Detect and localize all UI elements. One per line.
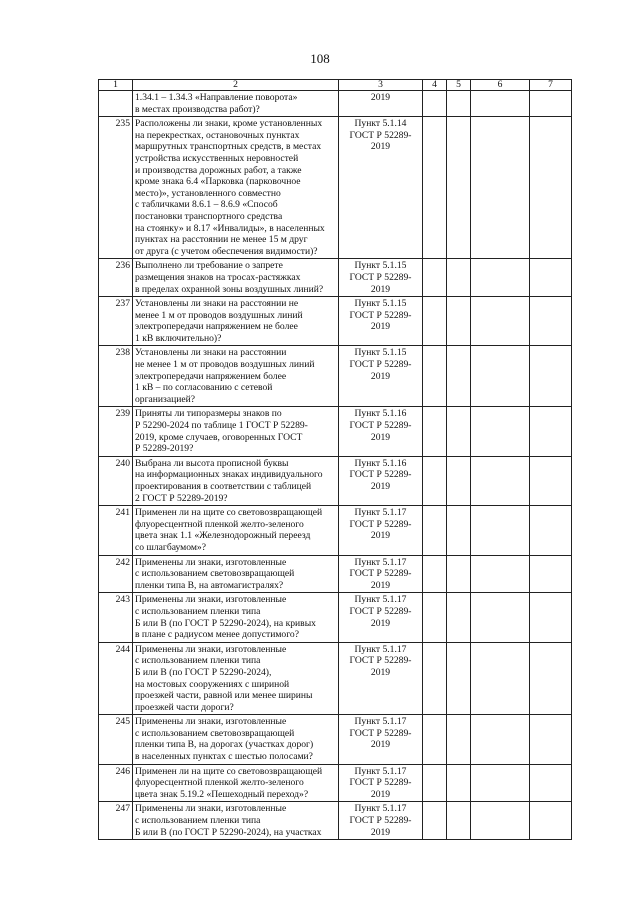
text-line: устройства искусственных неровностей <box>135 152 299 164</box>
reference-cell <box>339 456 423 505</box>
row-number: 236 <box>99 259 133 297</box>
reference-cell <box>339 506 423 555</box>
text-line: организацией? <box>135 393 196 405</box>
text-line: с табличками 8.6.1 – 8.6.9 «Способ <box>135 199 278 211</box>
reference-cell <box>339 91 423 117</box>
empty-cell-col-5 <box>447 259 471 297</box>
empty-cell-col-4 <box>423 802 447 840</box>
reference-cell <box>339 117 423 259</box>
row-number: 246 <box>99 764 133 802</box>
reference-line: Пункт 5.1.16 <box>354 457 407 469</box>
text-line: в населенных пунктах с шестью полосами? <box>135 751 313 763</box>
reference-line: 2019 <box>370 283 391 295</box>
empty-cell-col-5 <box>447 802 471 840</box>
text-line: 1 кВ – по согласованию с сетевой <box>135 382 273 394</box>
empty-cell-col-7 <box>530 91 572 117</box>
reference-line: ГОСТ Р 52289- <box>349 815 412 827</box>
row-number: 240 <box>99 456 133 505</box>
empty-cell-col-7 <box>530 555 572 593</box>
empty-cell-col-6 <box>471 346 530 407</box>
col-header: 4 <box>423 80 447 91</box>
text-line: на стоянку» и 8.17 «Инвалиды», в населенных <box>135 222 325 234</box>
reference-line: Пункт 5.1.16 <box>354 408 407 420</box>
col-header: 7 <box>530 80 572 91</box>
text-line: проезжей части дороги? <box>135 701 234 713</box>
empty-cell-col-7 <box>530 715 572 764</box>
empty-cell-col-4 <box>423 642 447 715</box>
requirement-text <box>133 642 339 715</box>
col-header: 3 <box>339 80 423 91</box>
row-number: 243 <box>99 593 133 642</box>
text-line: маршрутных транспортных средств, в местах <box>135 141 322 153</box>
text-line: менее 1 м от проводов воздушных линий <box>135 309 303 321</box>
table-row <box>99 346 572 407</box>
empty-cell-col-5 <box>447 715 471 764</box>
requirement-text <box>133 506 339 555</box>
reference-line: Пункт 5.1.17 <box>354 716 407 728</box>
text-line: Применены ли знаки, изготовленные <box>135 556 287 568</box>
empty-cell-col-5 <box>447 297 471 346</box>
text-line: Применены ли знаки, изготовленные <box>135 643 287 655</box>
text-line: пунктах на расстоянии не менее 15 м друг <box>135 234 308 246</box>
requirement-text <box>133 117 339 259</box>
requirement-text <box>133 297 339 346</box>
reference-cell <box>339 259 423 297</box>
row-number: 239 <box>99 407 133 456</box>
reference-line: 2019 <box>370 141 391 153</box>
empty-cell-col-5 <box>447 407 471 456</box>
text-line: от друга (с учетом обеспечения видимости)? <box>135 245 318 257</box>
empty-cell-col-6 <box>471 593 530 642</box>
requirement-text <box>133 91 339 117</box>
empty-cell-col-4 <box>423 593 447 642</box>
reference-line: ГОСТ Р 52289- <box>349 777 412 789</box>
text-line: Применен ли на щите со световозвращающей <box>135 765 323 777</box>
text-line: проезжей части, равной или менее ширины <box>135 690 313 702</box>
empty-cell-col-6 <box>471 642 530 715</box>
reference-line: Пункт 5.1.15 <box>354 298 407 310</box>
text-line: Приняты ли типоразмеры знаков по <box>135 408 282 420</box>
empty-cell-col-7 <box>530 802 572 840</box>
text-line: кроме знака 6.4 «Парковка (парковочное <box>135 176 301 188</box>
row-number <box>99 91 133 117</box>
text-line: Расположены ли знаки, кроме установленных <box>135 118 323 130</box>
requirement-text <box>133 456 339 505</box>
reference-line: ГОСТ Р 52289- <box>349 271 412 283</box>
requirement-text <box>133 715 339 764</box>
reference-line: 2019 <box>370 579 391 591</box>
text-line: электропередачи напряжением более <box>135 370 287 382</box>
reference-line: Пункт 5.1.14 <box>354 118 407 130</box>
empty-cell-col-5 <box>447 506 471 555</box>
reference-cell <box>339 715 423 764</box>
table-row <box>99 91 572 117</box>
text-line: Применен ли на щите со световозвращающей <box>135 507 323 519</box>
table-row <box>99 802 572 840</box>
empty-cell-col-6 <box>471 407 530 456</box>
text-line: со шлагбаумом»? <box>135 541 206 553</box>
reference-line: 2019 <box>370 321 391 333</box>
text-line: Р 52289-2019? <box>135 443 194 455</box>
reference-line: Пункт 5.1.17 <box>354 643 407 655</box>
reference-line: Пункт 5.1.15 <box>354 260 407 272</box>
text-line: 2019, кроме случаев, оговоренных ГОСТ <box>135 431 303 443</box>
empty-cell-col-6 <box>471 555 530 593</box>
row-number: 247 <box>99 802 133 840</box>
row-number: 241 <box>99 506 133 555</box>
text-line: на мостовых сооружениях с шириной <box>135 678 290 690</box>
reference-line: 2019 <box>370 92 391 103</box>
empty-cell-col-5 <box>447 593 471 642</box>
empty-cell-col-6 <box>471 456 530 505</box>
reference-line: Пункт 5.1.17 <box>354 594 407 606</box>
header-row <box>99 80 572 91</box>
reference-line: ГОСТ Р 52289- <box>349 655 412 667</box>
requirement-text <box>133 259 339 297</box>
row-number: 244 <box>99 642 133 715</box>
row-number: 242 <box>99 555 133 593</box>
text-line: Применены ли знаки, изготовленные <box>135 716 287 728</box>
empty-cell-col-4 <box>423 456 447 505</box>
reference-line: 2019 <box>370 739 391 751</box>
text-line: с использованием пленки типа <box>135 605 261 617</box>
text-line: Б или В (по ГОСТ Р 52290-2024), <box>135 666 272 678</box>
text-line: 1 кВ включительно)? <box>135 332 222 344</box>
table-row <box>99 407 572 456</box>
reference-line: 2019 <box>370 370 391 382</box>
reference-line: ГОСТ Р 52289- <box>349 518 412 530</box>
requirement-text <box>133 407 339 456</box>
text-line: цвета знак 1.1 «Железнодорожный переезд <box>135 530 311 542</box>
text-line: на информационных знаках индивидуального <box>135 469 323 481</box>
row-number: 237 <box>99 297 133 346</box>
requirement-text <box>133 555 339 593</box>
empty-cell-col-4 <box>423 346 447 407</box>
text-line: Установлены ли знаки на расстоянии не <box>135 298 299 310</box>
reference-line: 2019 <box>370 530 391 542</box>
table-row <box>99 764 572 802</box>
table-row <box>99 259 572 297</box>
empty-cell-col-5 <box>447 91 471 117</box>
text-line: Выполнено ли требование о запрете <box>135 260 283 272</box>
empty-cell-col-7 <box>530 407 572 456</box>
reference-cell <box>339 764 423 802</box>
empty-cell-col-5 <box>447 346 471 407</box>
text-line: Выбрана ли высота прописной буквы <box>135 457 289 469</box>
text-line: не менее 1 м от проводов воздушных линий <box>135 359 315 371</box>
empty-cell-col-4 <box>423 297 447 346</box>
text-line: с использованием пленки типа <box>135 655 261 667</box>
reference-cell <box>339 555 423 593</box>
empty-cell-col-4 <box>423 764 447 802</box>
empty-cell-col-6 <box>471 802 530 840</box>
text-line: пленки типа В, на автомагистралях? <box>135 579 284 591</box>
reference-cell <box>339 346 423 407</box>
empty-cell-col-6 <box>471 297 530 346</box>
page-number: 108 <box>310 51 330 66</box>
col-header: 2 <box>133 80 339 91</box>
text-line: Установлены ли знаки на расстоянии <box>135 347 287 359</box>
empty-cell-col-7 <box>530 506 572 555</box>
text-line: с использованием световозвращающей <box>135 568 295 580</box>
reference-line: 2019 <box>370 617 391 629</box>
text-line: постановки транспортного средства <box>135 210 283 222</box>
table-row <box>99 715 572 764</box>
empty-cell-col-4 <box>423 259 447 297</box>
reference-line: Пункт 5.1.17 <box>354 556 407 568</box>
text-line: место)», установленного совместно <box>135 187 281 199</box>
empty-cell-col-7 <box>530 259 572 297</box>
text-line: 1.34.1 – 1.34.3 «Направление поворота» <box>135 92 298 103</box>
reference-cell <box>339 642 423 715</box>
text-line: Применены ли знаки, изготовленные <box>135 803 287 815</box>
empty-cell-col-6 <box>471 764 530 802</box>
text-line: проектирования в соответствии с таблицей <box>135 481 312 492</box>
text-line: с использованием световозвращающей <box>135 727 295 739</box>
empty-cell-col-7 <box>530 456 572 505</box>
reference-line: 2019 <box>370 666 391 678</box>
row-number: 245 <box>99 715 133 764</box>
table-row <box>99 555 572 593</box>
table-row <box>99 117 572 259</box>
text-line: Р 52290-2024 по таблице 1 ГОСТ Р 52289- <box>135 420 308 432</box>
text-line: флуоресцентной пленкой желто-зеленого <box>135 777 304 789</box>
col-header: 1 <box>99 80 133 91</box>
text-line: электропередачи напряжением не более <box>135 321 298 333</box>
reference-line: 2019 <box>370 431 391 443</box>
reference-line: ГОСТ Р 52289- <box>349 568 412 580</box>
empty-cell-col-6 <box>471 506 530 555</box>
empty-cell-col-6 <box>471 259 530 297</box>
table-row <box>99 456 572 505</box>
reference-cell <box>339 593 423 642</box>
col-header: 6 <box>471 80 530 91</box>
row-number: 235 <box>99 117 133 259</box>
col-header: 5 <box>447 80 471 91</box>
reference-cell <box>339 407 423 456</box>
empty-cell-col-7 <box>530 117 572 259</box>
reference-cell <box>339 297 423 346</box>
reference-line: ГОСТ Р 52289- <box>349 469 412 481</box>
text-line: с использованием пленки типа <box>135 815 261 827</box>
reference-line: 2019 <box>370 788 391 800</box>
empty-cell-col-7 <box>530 642 572 715</box>
empty-cell-col-4 <box>423 555 447 593</box>
text-line: цвета знак 5.19.2 «Пешеходный переход»? <box>135 788 309 800</box>
empty-cell-col-5 <box>447 642 471 715</box>
table-row <box>99 593 572 642</box>
reference-line: ГОСТ Р 52289- <box>349 129 412 141</box>
requirement-text <box>133 764 339 802</box>
reference-line: Пункт 5.1.17 <box>354 507 407 519</box>
empty-cell-col-6 <box>471 715 530 764</box>
empty-cell-col-4 <box>423 91 447 117</box>
empty-cell-col-4 <box>423 117 447 259</box>
checklist-table <box>98 79 572 840</box>
text-line: размещения знаков на тросах-растяжках <box>135 271 301 283</box>
empty-cell-col-6 <box>471 117 530 259</box>
text-line: и производства дорожных работ, а также <box>135 164 302 176</box>
empty-cell-col-4 <box>423 506 447 555</box>
reference-line: 2019 <box>370 826 391 838</box>
empty-cell-col-7 <box>530 764 572 802</box>
empty-cell-col-7 <box>530 593 572 642</box>
text-line: 2 ГОСТ Р 52289-2019? <box>135 492 228 504</box>
requirement-text <box>133 346 339 407</box>
reference-line: 2019 <box>370 481 391 492</box>
reference-line: ГОСТ Р 52289- <box>349 727 412 739</box>
table-row <box>99 506 572 555</box>
text-line: Б или В (по ГОСТ Р 52290-2024), на участках <box>135 826 322 838</box>
reference-line: ГОСТ Р 52289- <box>349 420 412 432</box>
empty-cell-col-4 <box>423 715 447 764</box>
text-line: на перекрестках, остановочных пунктах <box>135 129 300 141</box>
text-line: в пределах охранной зоны воздушных линий? <box>135 283 324 295</box>
text-line: Б или В (по ГОСТ Р 52290-2024), на кривых <box>135 617 316 629</box>
text-line: в местах производства работ)? <box>135 103 260 115</box>
empty-cell-col-5 <box>447 456 471 505</box>
reference-cell <box>339 802 423 840</box>
reference-line: Пункт 5.1.17 <box>354 765 407 777</box>
empty-cell-col-5 <box>447 764 471 802</box>
text-line: пленки типа В, на дорогах (участках дорог) <box>135 739 314 751</box>
requirement-text <box>133 593 339 642</box>
reference-line: Пункт 5.1.17 <box>354 803 407 815</box>
reference-line: ГОСТ Р 52289- <box>349 309 412 321</box>
empty-cell-col-5 <box>447 555 471 593</box>
empty-cell-col-5 <box>447 117 471 259</box>
row-number: 238 <box>99 346 133 407</box>
text-line: Применены ли знаки, изготовленные <box>135 594 287 606</box>
table-row <box>99 642 572 715</box>
text-line: в плане с радиусом менее допустимого? <box>135 629 299 641</box>
reference-line: ГОСТ Р 52289- <box>349 605 412 617</box>
reference-line: Пункт 5.1.15 <box>354 347 407 359</box>
requirement-text <box>133 802 339 840</box>
empty-cell-col-7 <box>530 346 572 407</box>
empty-cell-col-7 <box>530 297 572 346</box>
empty-cell-col-6 <box>471 91 530 117</box>
empty-cell-col-4 <box>423 407 447 456</box>
reference-line: ГОСТ Р 52289- <box>349 359 412 371</box>
table-row <box>99 297 572 346</box>
text-line: флуоресцентной пленкой желто-зеленого <box>135 518 304 530</box>
